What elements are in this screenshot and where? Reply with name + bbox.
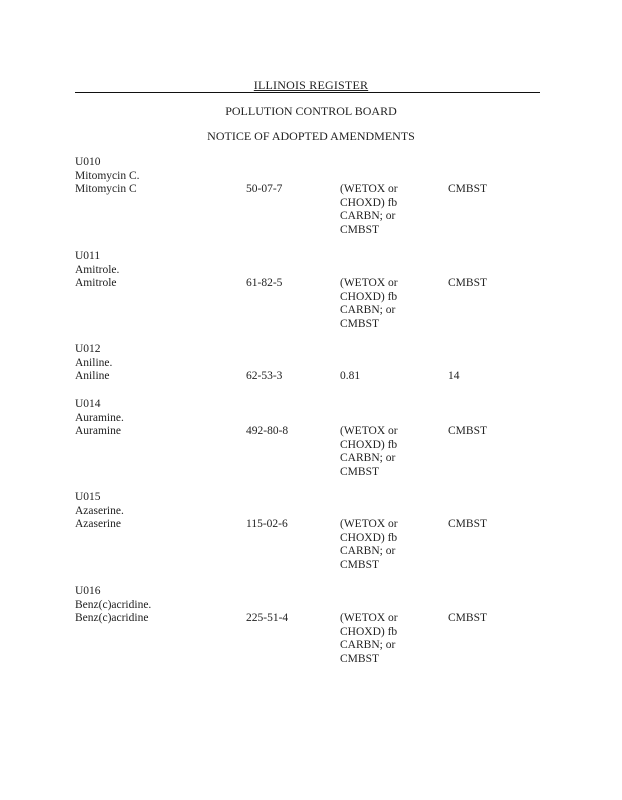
nonwastewater-standard: CMBST (448, 612, 487, 625)
waste-entry-u015 (75, 491, 545, 571)
notice-title: NOTICE OF ADOPTED AMENDMENTS (207, 129, 415, 143)
nonwastewater-standard: 14 (448, 370, 460, 383)
cas-number: 50-07-7 (246, 183, 283, 196)
technology-line: (WETOX or (340, 425, 398, 438)
technology-line: (WETOX or (340, 277, 398, 290)
technology-line: (WETOX or (340, 612, 398, 625)
nonwastewater-standard: CMBST (448, 183, 487, 196)
treatment-technology (340, 183, 430, 237)
cas-number: 61-82-5 (246, 277, 283, 290)
technology-line: CMBST (340, 652, 379, 665)
waste-code: U014 (75, 398, 101, 410)
technology-line: (WETOX or (340, 183, 398, 196)
treatment-technology (340, 277, 430, 331)
waste-description: Auramine. (75, 411, 124, 424)
treatment-technology (340, 425, 430, 479)
technology-line: CARBN; or (340, 639, 396, 652)
waste-entry-u010 (75, 156, 545, 236)
header-rule (75, 92, 540, 93)
waste-code: U015 (75, 491, 101, 503)
technology-line: CHOXD) fb (340, 196, 398, 209)
technology-line: CMBST (340, 223, 379, 236)
constituent-name: Auramine (75, 425, 121, 438)
wastewater-standard (340, 370, 430, 384)
technology-line: CHOXD) fb (340, 531, 398, 544)
treatment-technology (340, 518, 430, 572)
waste-entry-u016 (75, 585, 545, 665)
constituent-name: Mitomycin C (75, 183, 137, 196)
constituent-name: Benz(c)acridine (75, 612, 149, 625)
technology-line: 0.81 (340, 370, 361, 383)
technology-line: CMBST (340, 558, 379, 571)
waste-description: Amitrole. (75, 263, 120, 276)
cas-number: 225-51-4 (246, 612, 289, 625)
waste-code: U010 (75, 156, 101, 168)
board-name: POLLUTION CONTROL BOARD (225, 104, 397, 118)
waste-description: Aniline. (75, 356, 113, 369)
nonwastewater-standard: CMBST (448, 518, 487, 531)
waste-entry-u011 (75, 250, 545, 330)
waste-code: U011 (75, 250, 101, 262)
constituent-name: Aniline (75, 370, 110, 383)
nonwastewater-standard: CMBST (448, 277, 487, 290)
technology-line: CARBN; or (340, 452, 396, 465)
waste-code: U016 (75, 585, 101, 597)
treatment-technology (340, 612, 430, 666)
technology-line: CARBN; or (340, 304, 396, 317)
nonwastewater-standard: CMBST (448, 425, 487, 438)
waste-description: Mitomycin C. (75, 169, 140, 182)
technology-line: CARBN; or (340, 545, 396, 558)
technology-line: CHOXD) fb (340, 625, 398, 638)
cas-number: 492-80-8 (246, 425, 289, 438)
page-title: ILLINOIS REGISTER (253, 78, 369, 92)
technology-line: CARBN; or (340, 210, 396, 223)
waste-description: Azaserine. (75, 504, 124, 517)
constituent-name: Amitrole (75, 277, 117, 290)
waste-entry-u014 (75, 398, 545, 478)
technology-line: CHOXD) fb (340, 438, 398, 451)
waste-description: Benz(c)acridine. (75, 598, 152, 611)
waste-code: U012 (75, 343, 101, 355)
technology-line: CHOXD) fb (340, 290, 398, 303)
constituent-name: Azaserine (75, 518, 121, 531)
technology-line: CMBST (340, 465, 379, 478)
cas-number: 62-53-3 (246, 370, 283, 383)
technology-line: CMBST (340, 317, 379, 330)
cas-number: 115-02-6 (246, 518, 288, 531)
waste-entry-u012 (75, 343, 545, 383)
technology-line: (WETOX or (340, 518, 398, 531)
